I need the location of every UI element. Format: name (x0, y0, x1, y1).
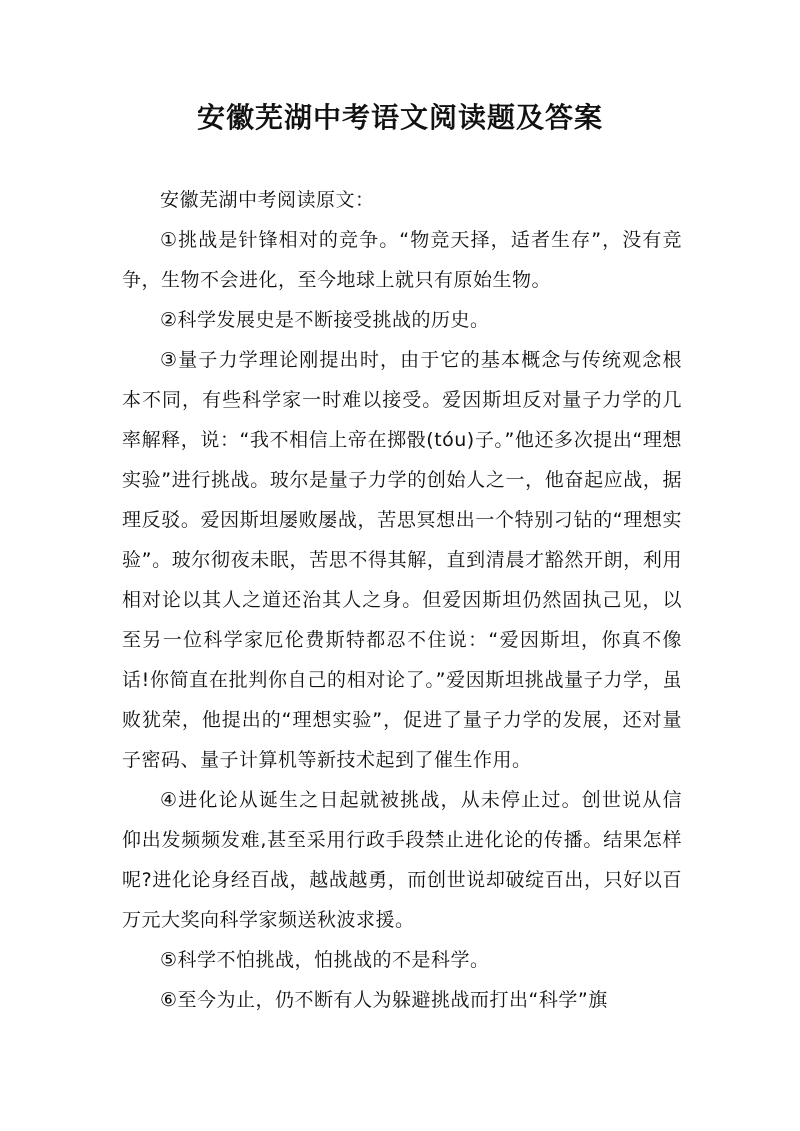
paragraph-1: ①挑战是针锋相对的竞争。“物竞天择，适者生存”，没有竞争，生物不会进化，至今地球上就只有原始生物。 (122, 229, 682, 291)
paragraph-3: ③量子力学理论刚提出时，由于它的基本概念与传统观念根本不同，有些科学家一时难以接受。爱因斯坦反对量子力学的几率解释，说：“我不相信上帝在掷骰(tóu)子。”他还多次提出“理想实验”进行挑战。玻尔是量子力学的创始人之一，他奋起应战，据理反驳。爱因斯坦屡败屡战，苦思冥想出一个特别刁钻的“理想实验”。玻尔彻夜未眠，苦思不得其解，直到清晨才豁然开朗，利用相对论以其人之道还治其人之身。但爱因斯坦仍然固执己见，以至另一位科学家厄伦费斯特都忍不住说：“爱因斯坦，你真不像话!你简直在批判你自己的相对论了。”爱因斯坦挑战量子力学，虽败犹荣，他提出的“理想实验”，促进了量子力学的发展，还对量子密码、量子计算机等新技术起到了催生作用。 (122, 349, 682, 771)
document-title: 安徽芜湖中考语文阅读题及答案 (196, 101, 603, 134)
paragraph-4: ④进化论从诞生之日起就被挑战，从未停止过。创世说从信仰出发频频发难,甚至采用行政手段禁止进化论的传播。结果怎样呢?进化论身经百战，越战越勇，而创世说却破绽百出，只好以百万元大奖向科学家频送秋波求援。 (122, 789, 682, 931)
document-body (122, 180, 682, 1020)
paragraph-intro: 安徽芜湖中考阅读原文： (160, 189, 375, 211)
paragraph-6: ⑥至今为止，仍不断有人为躲避挑战而打出“科学”旗 (160, 989, 608, 1011)
paragraph-5: ⑤科学不怕挑战，怕挑战的不是科学。 (160, 949, 490, 971)
paragraph-2: ②科学发展史是不断接受挑战的历史。 (160, 309, 490, 331)
